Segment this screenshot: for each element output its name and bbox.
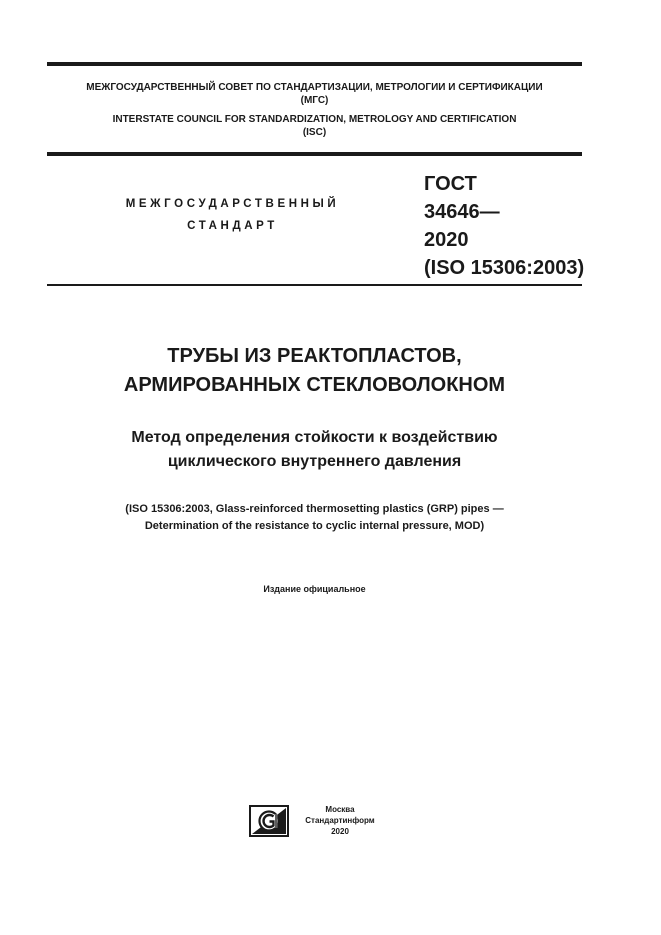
top-rule xyxy=(47,62,582,66)
document-subtitle-line1: Метод определения стойкости к воздействию xyxy=(131,429,498,446)
council-abbr-en: (ISC) xyxy=(302,127,327,138)
edition-label: Издание официальное xyxy=(263,584,366,594)
council-name-en-line1: INTERSTATE COUNCIL FOR STANDARDIZATION, METROLOGY AND CERTIFICATION xyxy=(112,114,517,125)
standard-kind-line1: МЕЖГОСУДАРСТВЕННЫЙ xyxy=(125,198,340,210)
council-name-ru-line1: МЕЖГОСУДАРСТВЕННЫЙ СОВЕТ ПО СТАНДАРТИЗАЦИИ, МЕТРОЛОГИИ И СЕРТИФИКАЦИИ xyxy=(86,82,543,93)
standartinform-logo-icon xyxy=(249,805,289,837)
gost-designation-line1: ГОСТ xyxy=(424,173,477,195)
bottom-rule xyxy=(47,284,582,286)
iso-reference-line2: Determination of the resistance to cyclic internal pressure, MOD) xyxy=(144,520,485,532)
gost-designation xyxy=(424,170,584,282)
document-title-line1: ТРУБЫ ИЗ РЕАКТОПЛАСТОВ, xyxy=(167,345,462,367)
gost-designation-line4: (ISO 15306:2003) xyxy=(424,257,585,279)
iso-reference xyxy=(47,501,582,535)
document-title-line2: АРМИРОВАННЫХ СТЕКЛОВОЛОКНОМ xyxy=(123,374,506,396)
imprint-publisher: Стандартинформ xyxy=(305,816,375,825)
document-subtitle xyxy=(47,426,582,474)
document-subtitle-line2: циклического внутреннего давления xyxy=(167,453,462,470)
gost-designation-line2: 34646— xyxy=(424,201,500,223)
middle-rule xyxy=(47,152,582,156)
gost-designation-line3: 2020 xyxy=(424,229,469,251)
imprint-year: 2020 xyxy=(331,827,349,836)
council-abbr-ru: (МГС) xyxy=(300,95,329,106)
publisher-imprint xyxy=(290,804,390,837)
council-name-en xyxy=(47,113,582,139)
standard-kind-line2: СТАНДАРТ xyxy=(187,220,278,232)
imprint-city: Москва xyxy=(325,805,355,814)
iso-reference-line1: (ISO 15306:2003, Glass-reinforced thermosetting plastics (GRP) pipes — xyxy=(125,503,504,515)
council-name-ru xyxy=(47,81,582,107)
standard-kind xyxy=(100,193,365,237)
document-title xyxy=(47,342,582,400)
